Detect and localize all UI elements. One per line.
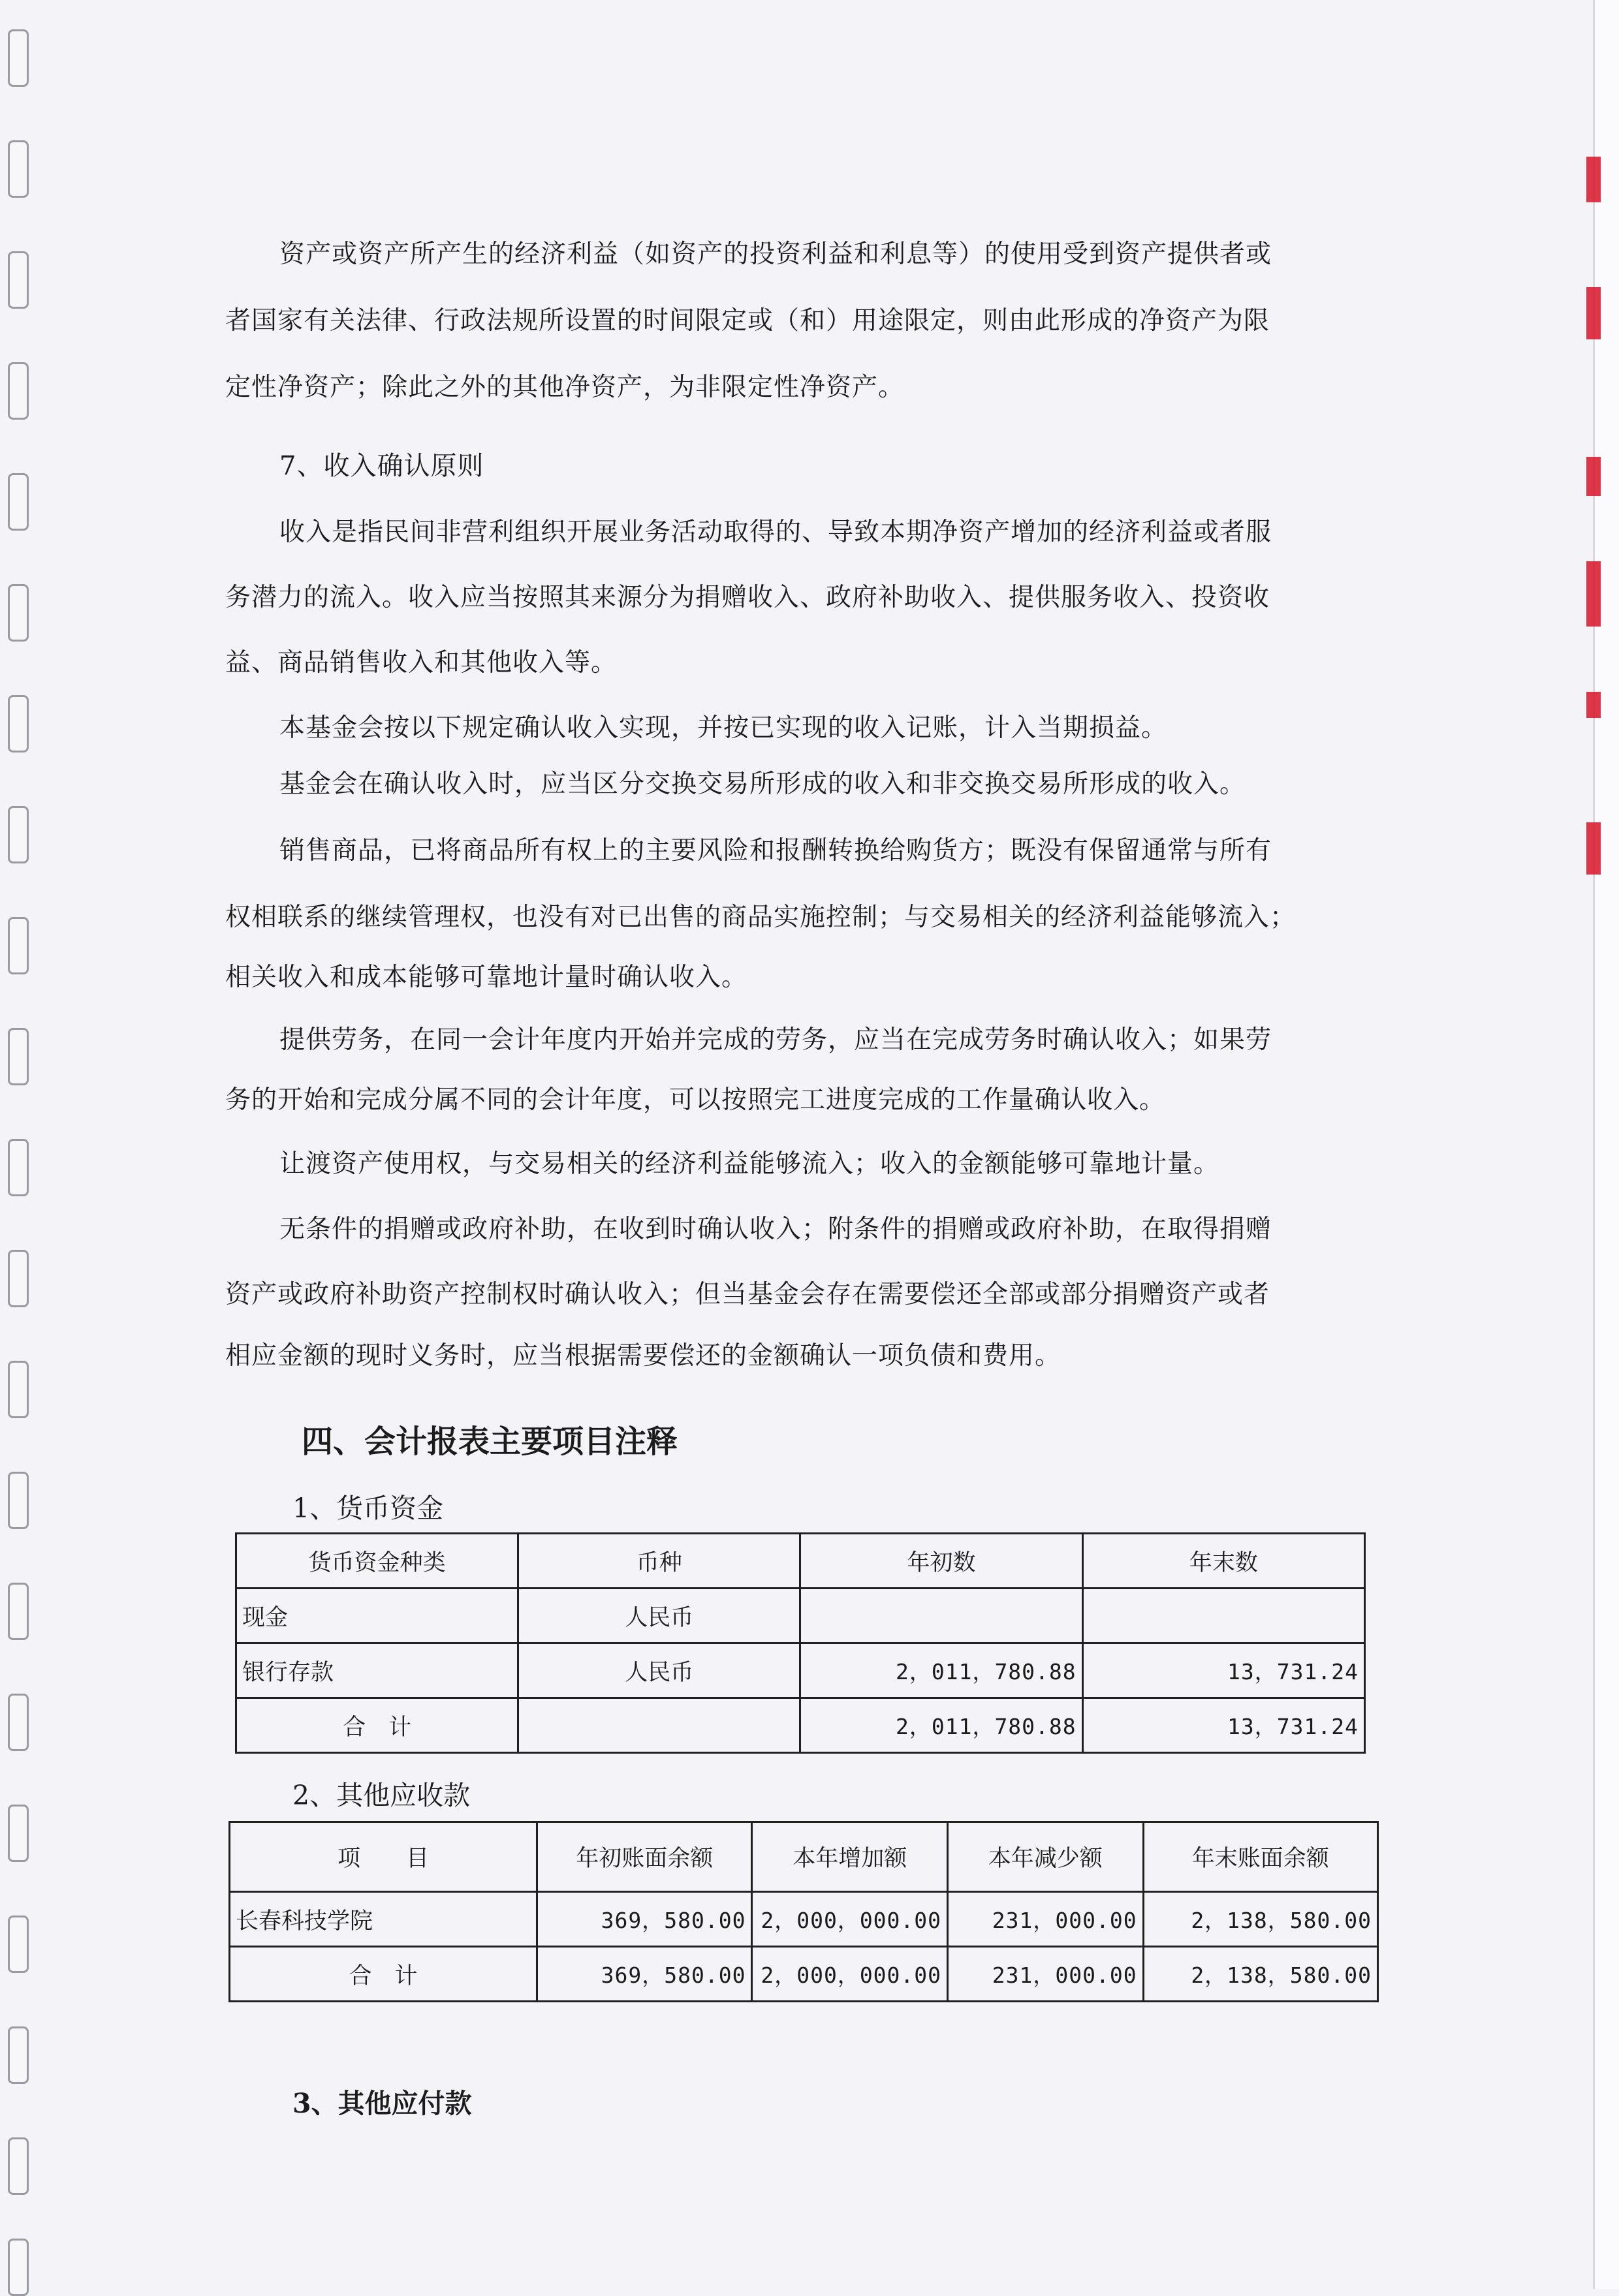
binding-hole: [8, 1250, 29, 1307]
binding-hole: [8, 251, 29, 309]
binding-hole: [8, 2026, 29, 2084]
table-total-row: [236, 1698, 1365, 1753]
column-header: 年初数: [800, 1534, 1082, 1589]
table-cell: 人民币: [518, 1589, 800, 1643]
paragraph-line: 务的开始和完成分属不同的会计年度，可以按照完工进度完成的工作量确认收入。: [225, 1085, 1166, 1115]
binding-hole: [8, 695, 29, 752]
section-title: 四、会计报表主要项目注释: [302, 1423, 678, 1460]
table-cell: [518, 1698, 800, 1753]
binding-hole: [8, 1805, 29, 1862]
binding-hole: [8, 140, 29, 198]
paragraph-line: 者国家有关法律、行政法规所设置的时间限定或（和）用途限定，则由此形成的净资产为限: [225, 306, 1270, 335]
table-cell: 13，731.24: [1082, 1698, 1364, 1753]
paragraph-line: 务潜力的流入。收入应当按照其来源分为捐赠收入、政府补助收入、提供服务收入、投资收: [225, 583, 1270, 612]
red-seal-fragment: [1586, 287, 1601, 339]
paragraph-line: 益、商品销售收入和其他收入等。: [225, 648, 618, 677]
table-cell: 合 计: [230, 1947, 537, 2002]
paragraph-line: 本基金会按以下规定确认收入实现，并按已实现的收入记账，计入当期损益。: [279, 713, 1168, 743]
other-receivables-table: [228, 1821, 1379, 2002]
table-header-row: [236, 1534, 1365, 1589]
table-cell: [800, 1589, 1082, 1643]
binding-holes: [8, 0, 34, 2289]
column-header: 年末账面余额: [1143, 1822, 1377, 1892]
paragraph-line: 定性净资产；除此之外的其他净资产，为非限定性净资产。: [225, 373, 905, 402]
binding-hole: [8, 2239, 29, 2296]
paragraph-line: 相关收入和成本能够可靠地计量时确认收入。: [225, 963, 748, 992]
table2-heading: 2、其他应收款: [292, 1780, 471, 1811]
paragraph-line: 让渡资产使用权，与交易相关的经济利益能够流入；收入的金额能够可靠地计量。: [279, 1149, 1220, 1179]
table-cell: 369，580.00: [537, 1892, 752, 1947]
page-right-edge: [1593, 0, 1619, 2289]
binding-hole: [8, 1694, 29, 1751]
paragraph-line: 资产或资产所产生的经济利益（如资产的投资利益和利息等）的使用受到资产提供者或: [279, 240, 1272, 269]
binding-hole: [8, 1472, 29, 1529]
currency-funds-table: [235, 1532, 1366, 1754]
paragraph-line: 资产或政府补助资产控制权时确认收入；但当基金会存在需要偿还全部或部分捐赠资产或者: [225, 1280, 1270, 1309]
binding-hole: [8, 362, 29, 420]
red-seal-fragment: [1586, 822, 1601, 875]
table-cell: 2，011，780.88: [800, 1698, 1082, 1753]
binding-hole: [8, 1916, 29, 1973]
binding-hole: [8, 1139, 29, 1196]
table-cell: 13，731.24: [1082, 1643, 1364, 1698]
table1-heading: 1、货币资金: [292, 1493, 444, 1524]
column-header: 项 目: [230, 1822, 537, 1892]
binding-hole: [8, 917, 29, 974]
binding-hole: [8, 584, 29, 642]
paragraph-line: 无条件的捐赠或政府补助，在收到时确认收入；附条件的捐赠或政府补助，在取得捐赠: [279, 1215, 1272, 1244]
column-header: 币种: [518, 1534, 800, 1589]
table-cell: 2，000，000.00: [752, 1947, 948, 2002]
paragraph-line: 收入是指民间非营利组织开展业务活动取得的、导致本期净资产增加的经济利益或者服: [279, 518, 1272, 547]
column-header: 年初账面余额: [537, 1822, 752, 1892]
binding-hole: [8, 806, 29, 863]
table-cell: [1082, 1589, 1364, 1643]
table-cell: 2，138，580.00: [1143, 1947, 1377, 2002]
paragraph-line: 权相联系的继续管理权，也没有对已出售的商品实施控制；与交易相关的经济利益能够流入；: [225, 903, 1297, 932]
paragraph-line: 提供劳务，在同一会计年度内开始并完成的劳务，应当在完成劳务时确认收入；如果劳: [279, 1025, 1272, 1055]
table-cell: 231，000.00: [948, 1892, 1144, 1947]
binding-hole: [8, 29, 29, 87]
red-seal-fragment: [1586, 561, 1601, 627]
table-row: [230, 1892, 1378, 1947]
red-seal-fragment: [1586, 692, 1601, 718]
subsection-heading: 7、收入确认原则: [279, 451, 484, 481]
table-cell: 长春科技学院: [230, 1892, 537, 1947]
red-seal-fragment: [1586, 157, 1601, 202]
paragraph-line: 销售商品，已将商品所有权上的主要风险和报酬转换给购货方；既没有保留通常与所有: [279, 836, 1272, 865]
table-row: [236, 1589, 1365, 1643]
binding-hole: [8, 2137, 29, 2195]
table-cell: 合 计: [236, 1698, 518, 1753]
table-cell: 2，138，580.00: [1143, 1892, 1377, 1947]
table-cell: 现金: [236, 1589, 518, 1643]
table-cell: 2，011，780.88: [800, 1643, 1082, 1698]
table-total-row: [230, 1947, 1378, 2002]
binding-hole: [8, 473, 29, 531]
binding-hole: [8, 1028, 29, 1085]
table-cell: 2，000，000.00: [752, 1892, 948, 1947]
table-header-row: [230, 1822, 1378, 1892]
binding-hole: [8, 1583, 29, 1640]
table-cell: 231，000.00: [948, 1947, 1144, 2002]
column-header: 年末数: [1082, 1534, 1364, 1589]
table-cell: 369，580.00: [537, 1947, 752, 2002]
paragraph-line: 相应金额的现时义务时，应当根据需要偿还的金额确认一项负债和费用。: [225, 1341, 1061, 1371]
column-header: 货币资金种类: [236, 1534, 518, 1589]
column-header: 本年减少额: [948, 1822, 1144, 1892]
column-header: 本年增加额: [752, 1822, 948, 1892]
paragraph-line: 基金会在确认收入时，应当区分交换交易所形成的收入和非交换交易所形成的收入。: [279, 769, 1246, 799]
binding-hole: [8, 1361, 29, 1418]
table3-heading: 3、其他应付款: [292, 2088, 472, 2119]
table-cell: 人民币: [518, 1643, 800, 1698]
table-row: [236, 1643, 1365, 1698]
table-cell: 银行存款: [236, 1643, 518, 1698]
red-seal-fragment: [1586, 457, 1601, 496]
